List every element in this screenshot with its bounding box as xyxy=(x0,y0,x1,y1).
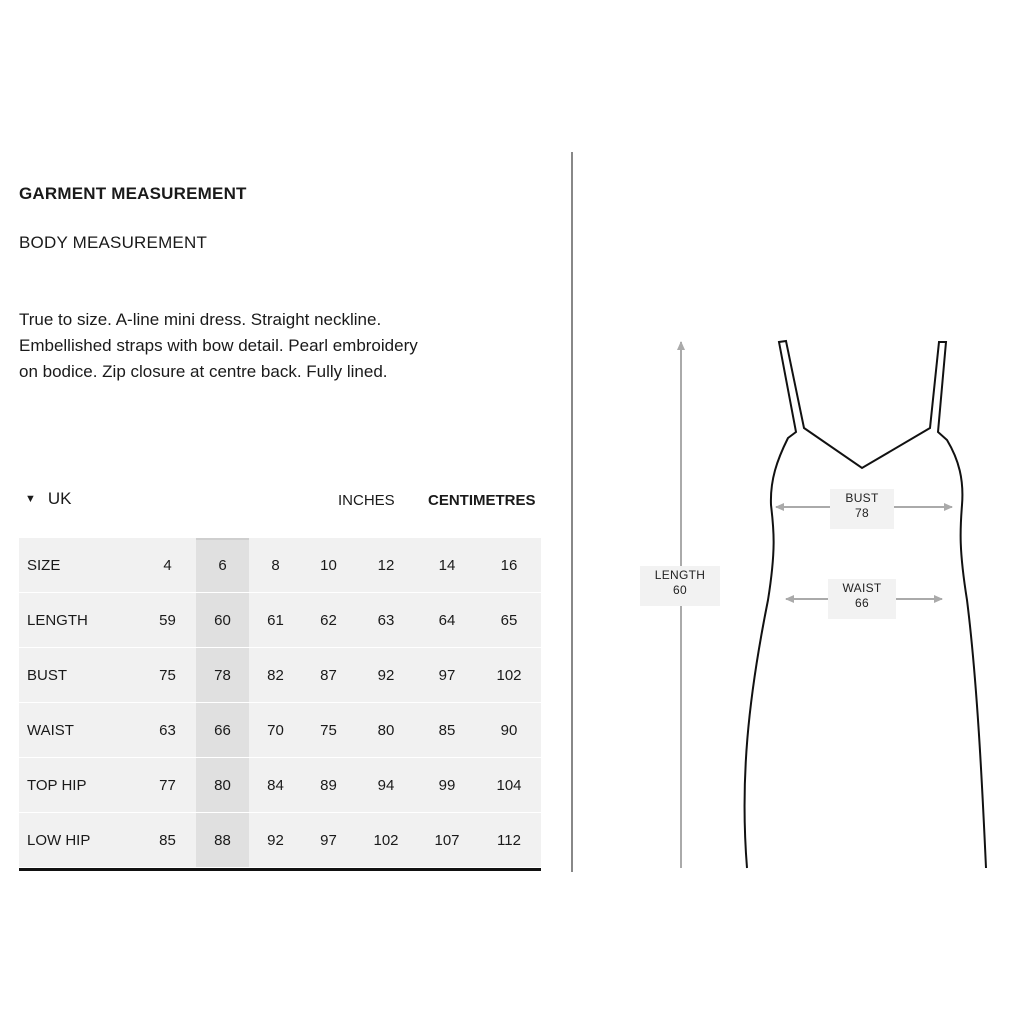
table-row xyxy=(19,538,541,593)
table-cell: 65 xyxy=(477,593,541,648)
product-description: True to size. A-line mini dress. Straight neckline. Embellished straps with bow detail. Pearl embroidery on bodice. Zip closure at centre back. Fully lined. xyxy=(19,310,418,381)
size-option[interactable]: 10 xyxy=(320,556,337,574)
table-cell: 60 xyxy=(196,593,249,648)
vertical-divider xyxy=(571,152,573,872)
table-cell: 112 xyxy=(477,813,541,868)
row-label: WAIST xyxy=(19,703,139,758)
table-bottom-rule xyxy=(19,868,541,871)
table-cell: 102 xyxy=(477,648,541,703)
table-cell: 75 xyxy=(139,648,196,703)
table-cell: 87 xyxy=(302,648,355,703)
table-cell: 82 xyxy=(249,648,302,703)
row-label: LENGTH xyxy=(19,593,139,648)
table-cell: 63 xyxy=(139,703,196,758)
table-cell: 62 xyxy=(302,593,355,648)
table-cell: 85 xyxy=(417,703,477,758)
region-label: UK xyxy=(47,489,72,508)
table-row xyxy=(19,593,541,648)
tab-garment-measurement[interactable]: GARMENT MEASUREMENT xyxy=(19,184,247,203)
dress-diagram xyxy=(574,300,1024,880)
table-cell: 90 xyxy=(477,703,541,758)
size-option[interactable]: 12 xyxy=(377,556,395,574)
table-cell: 70 xyxy=(249,703,302,758)
waist-label-title: WAIST xyxy=(842,581,882,595)
region-selector[interactable] xyxy=(25,489,72,509)
table-cell: 61 xyxy=(249,593,302,648)
table-row xyxy=(19,703,541,758)
waist-label xyxy=(828,579,896,619)
size-option[interactable]: 6 xyxy=(196,538,249,593)
table-cell: 80 xyxy=(196,758,249,813)
caret-down-icon: ▼ xyxy=(25,493,36,505)
waist-label-value: 66 xyxy=(855,596,869,610)
table-cell: 97 xyxy=(417,648,477,703)
size-guide-panel xyxy=(19,0,541,1024)
table-cell: 64 xyxy=(417,593,477,648)
table-cell: 75 xyxy=(302,703,355,758)
size-table xyxy=(19,538,541,867)
table-cell: 104 xyxy=(477,758,541,813)
table-cell: 99 xyxy=(417,758,477,813)
bust-label-value: 78 xyxy=(855,506,869,520)
table-cell: 59 xyxy=(139,593,196,648)
row-label: SIZE xyxy=(27,556,61,574)
table-cell: 92 xyxy=(355,648,417,703)
tab-body-measurement[interactable]: BODY MEASUREMENT xyxy=(19,233,208,252)
unit-centimetres-toggle[interactable]: CENTIMETRES xyxy=(428,492,536,509)
table-cell: 97 xyxy=(302,813,355,868)
table-cell: 84 xyxy=(249,758,302,813)
table-cell: 77 xyxy=(139,758,196,813)
table-row xyxy=(19,758,541,813)
row-label: LOW HIP xyxy=(19,813,139,868)
table-cell: 85 xyxy=(139,813,196,868)
table-cell: 89 xyxy=(302,758,355,813)
row-label: BUST xyxy=(19,648,139,703)
table-cell: 88 xyxy=(196,813,249,868)
table-cell: 94 xyxy=(355,758,417,813)
length-label-title: LENGTH xyxy=(654,568,706,582)
bust-label-title: BUST xyxy=(845,491,879,505)
unit-inches-toggle[interactable]: INCHES xyxy=(338,492,395,509)
bust-label xyxy=(830,489,894,529)
size-option[interactable]: 4 xyxy=(163,556,172,574)
table-cell: 78 xyxy=(196,648,249,703)
table-cell: 80 xyxy=(355,703,417,758)
table-cell: 92 xyxy=(249,813,302,868)
size-option[interactable]: 8 xyxy=(271,556,280,574)
row-label: TOP HIP xyxy=(19,758,139,813)
table-cell: 102 xyxy=(355,813,417,868)
table-cell: 63 xyxy=(355,593,417,648)
size-option[interactable]: 16 xyxy=(500,556,518,574)
table-row xyxy=(19,813,541,868)
table-cell: 66 xyxy=(196,703,249,758)
table-row xyxy=(19,648,541,703)
length-label xyxy=(640,566,720,606)
length-label-value: 60 xyxy=(673,583,687,597)
table-cell: 107 xyxy=(417,813,477,868)
size-option[interactable]: 14 xyxy=(438,556,456,574)
